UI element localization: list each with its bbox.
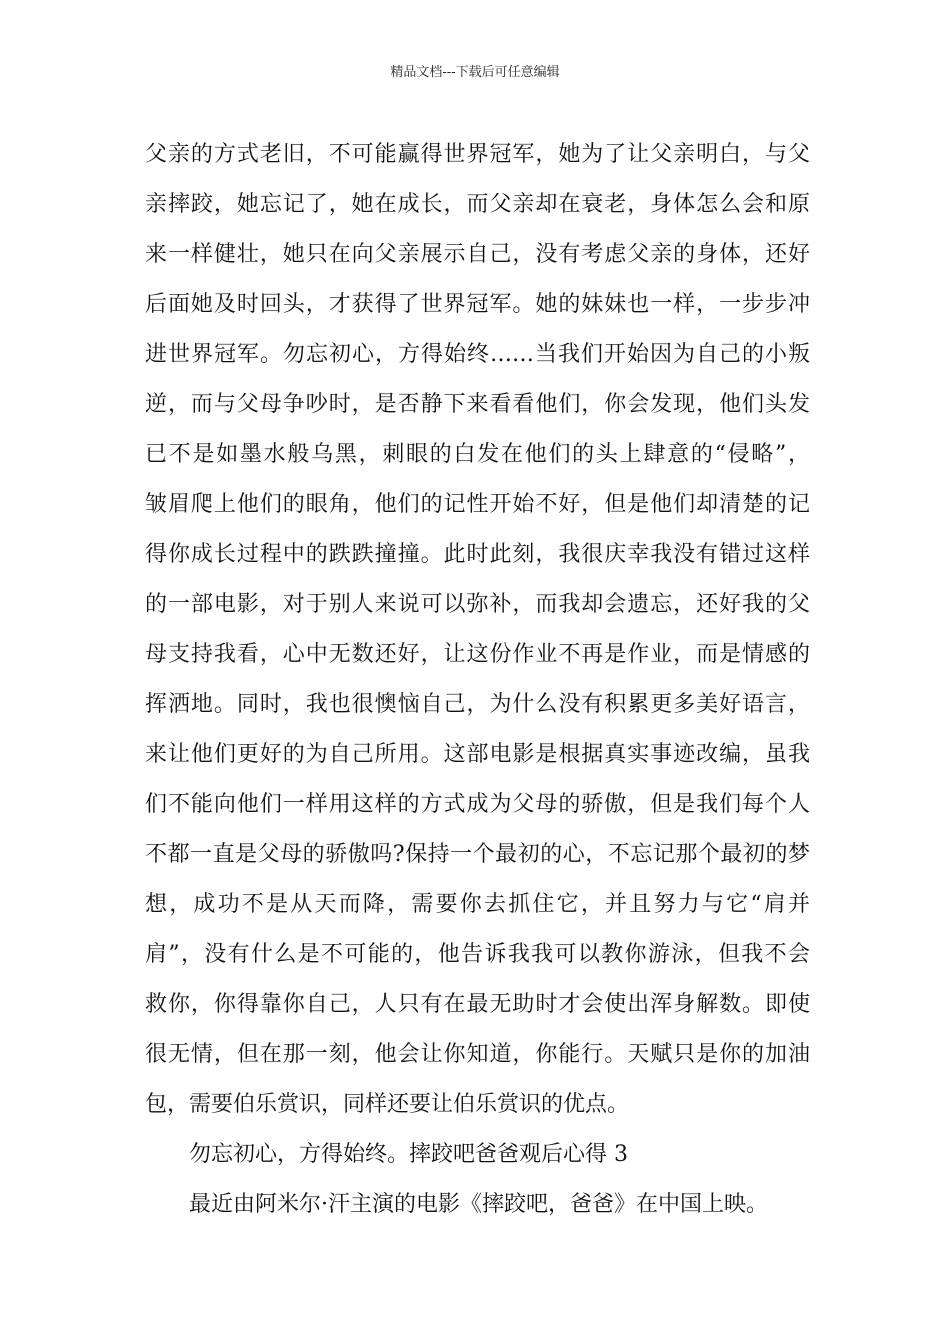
text-line: 父亲的方式老旧，不可能赢得世界冠军，她为了让父亲明白，与父: [145, 142, 810, 167]
text-line: 来让他们更好的为自己所用。这部电影是根据真实事迹改编，虽我: [145, 742, 810, 767]
text-line: 救你，你得靠你自己，人只有在最无助时才会使出浑身解数。即使: [145, 992, 810, 1017]
text-line: 皱眉爬上他们的眼角，他们的记性开始不好，但是他们却清楚的记: [145, 492, 810, 517]
text-line: 包，需要伯乐赏识，同样还要让伯乐赏识的优点。: [145, 1092, 630, 1117]
text-line: 不都一直是父母的骄傲吗?保持一个最初的心，不忘记那个最初的梦: [145, 842, 810, 867]
text-line: 亲摔跤，她忘记了，她在成长，而父亲却在衰老，身体怎么会和原: [145, 192, 810, 217]
text-line: 已不是如墨水般乌黑，刺眼的白发在他们的头上肆意的“侵略”，: [145, 442, 810, 467]
text-line: 们不能向他们一样用这样的方式成为父母的骄傲，但是我们每个人: [145, 792, 810, 817]
document-body: [145, 130, 810, 1230]
text-line: 进世界冠军。勿忘初心，方得始终……当我们开始因为自己的小叛: [145, 342, 810, 367]
text-line: 最近由阿米尔·汗主演的电影《摔跤吧，爸爸》在中国上映。: [189, 1192, 768, 1217]
section-title: 勿忘初心，方得始终。摔跤吧爸爸观后心得 3: [189, 1142, 628, 1167]
text-line: 后面她及时回头，才获得了世界冠军。她的妹妹也一样，一步步冲: [145, 292, 810, 317]
text-line: 来一样健壮，她只在向父亲展示自己，没有考虑父亲的身体，还好: [145, 242, 810, 267]
text-line: 得你成长过程中的跌跌撞撞。此时此刻，我很庆幸我没有错过这样: [145, 542, 810, 567]
page-header: 精品文档---下载后可任意编辑: [390, 65, 560, 80]
text-line: 逆，而与父母争吵时，是否静下来看看他们，你会发现，他们头发: [145, 392, 810, 417]
text-line: 的一部电影，对于别人来说可以弥补，而我却会遗忘，还好我的父: [145, 592, 810, 617]
text-line: 挥洒地。同时，我也很懊恼自己，为什么没有积累更多美好语言，: [145, 692, 810, 717]
text-line: 肩”，没有什么是不可能的，他告诉我我可以教你游泳，但我不会: [145, 942, 810, 967]
paragraph: [145, 130, 810, 1130]
text-line: 想，成功不是从天而降，需要你去抓住它，并且努力与它“肩并: [145, 892, 810, 917]
text-line: 母支持我看，心中无数还好，让这份作业不再是作业，而是情感的: [145, 642, 810, 667]
text-line: 很无情，但在那一刻，他会让你知道，你能行。天赋只是你的加油: [145, 1042, 810, 1067]
paragraph: [145, 1180, 810, 1230]
